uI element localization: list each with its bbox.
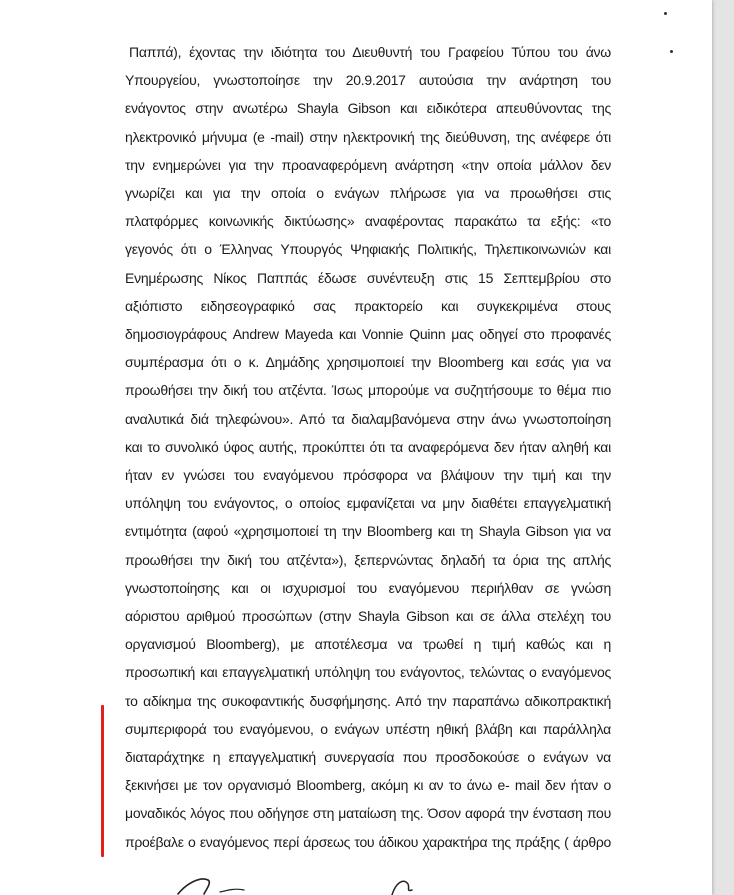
document-line: γνωρίζει και για την οποία ο ενάγων πλήρωσε για να προωθήσει στις xyxy=(125,185,611,202)
document-line: και το συνολικό ύφος αυτής, προκύπτει ότι τα αναφερόμενα δεν ήταν αληθή και xyxy=(125,438,611,455)
document-line: προέβαλε ο εναγόμενος περί άρσεως του άδικου χαρακτήρα της πράξης ( άρθρο xyxy=(125,833,611,850)
document-line: πλατφόρμες κοινωνικής δικτύωσης» αναφέροντας παρακάτω τα εξής: «το xyxy=(125,213,611,230)
document-line: προωθήσει την δική του ατζέντα. Ίσως μπορούμε να συζητήσουμε το θέμα πιο xyxy=(125,382,611,399)
document-line: ήταν εν γνώσει του εναγόμενου πρόσφορα να βλάψουν την τιμή και την xyxy=(125,467,611,484)
document-line: μοναδικός λόγος που οδήγησε στη ματαίωση της. Όσον αφορά την ένσταση που xyxy=(125,805,611,822)
document-line: αόριστου αριθμού προσώπων (στην Shayla Gibson και σε άλλα στελέχη του xyxy=(125,608,611,625)
document-line: αξιόπιστο ειδησεογραφικό σας πρακτορείο και συγκεκριμένα στους xyxy=(125,297,611,314)
document-line: ενάγοντος στην ανωτέρω Shayla Gibson και ειδικότερα απευθύνοντας της xyxy=(125,100,611,117)
document-line: Ενημέρωσης Νίκος Παππάς έδωσε συνέντευξη στις 15 Σεπτεμβρίου στο xyxy=(125,269,611,286)
scan-speck xyxy=(664,12,667,15)
document-line: προωθήσει την δική του ατζέντα»), ξεπερνώντας δηλαδή τα όρια της απλής xyxy=(125,551,611,568)
document-line: γνωστοποίησης και οι ισχυρισμοί του εναγόμενου περιήλθαν σε γνώση xyxy=(125,579,611,596)
document-line: προσωπική και επαγγελματική υπόληψη του ενάγοντος, τελώντας ο εναγόμενος xyxy=(125,664,611,681)
document-line: αναλυτικά διά τηλεφώνου». Από τα διαλαμβανόμενα στην άνω γνωστοποίηση xyxy=(125,410,611,427)
document-line: Υπουργείου, γνωστοποίησε την 20.9.2017 αυτούσια την ανάρτηση του xyxy=(125,72,611,89)
margin-highlight-mark xyxy=(101,705,104,857)
document-line: ηλεκτρονικό μήνυμα (e -mail) στην ηλεκτρονική της διεύθυνση, της ανέφερε ότι xyxy=(125,128,611,145)
body-text xyxy=(125,38,611,856)
document-line: ξεκινήσει με τον οργανισμό Bloomberg, ακόμη κι αν το άνω e- mail δεν ήταν ο xyxy=(125,777,611,794)
handwritten-signature xyxy=(160,868,460,895)
document-line: υπόληψη του ενάγοντος, ο οποίος εμφανίζεται να μην διαθέτει επαγγελματική xyxy=(125,495,611,512)
viewer-background xyxy=(714,0,734,895)
document-line: Παππά), έχοντας την ιδιότητα του Διευθυντή του Γραφείου Τύπου του άνω xyxy=(129,44,611,60)
document-line: το αδίκημα της συκοφαντικής δυσφήμησης. Από την παραπάνω αδικοπρακτική xyxy=(125,692,611,709)
document-line: γεγονός ότι ο Έλληνας Υπουργός Ψηφιακής Πολιτικής, Τηλεπικοινωνιών και xyxy=(125,241,611,258)
document-line: την ενημερώνει για την προαναφερόμενη ανάρτηση «την οποία μάλλον δεν xyxy=(125,156,611,173)
document-line: συμπεριφορά του εναγόμενου, ο ενάγων υπέστη ηθική βλάβη και παράλληλα xyxy=(125,720,611,737)
document-line: διαταράχτηκε η επαγγελματική συνεργασία που προσδοκούσε ο ενάγων να xyxy=(125,749,611,766)
document-line: εντιμότητα (αφού «χρησιμοποιεί τη την Bloomberg και τη Shayla Gibson για να xyxy=(125,523,611,540)
document-line: δημοσιογράφους Andrew Mayeda και Vonnie Quinn μας οδηγεί στο προφανές xyxy=(125,326,611,343)
document-line: συμπέρασμα ότι ο κ. Δημάδης χρησιμοποιεί την Bloomberg και εσάς για να xyxy=(125,354,611,371)
document-line: οργανισμού Bloomberg), με αποτέλεσμα να τρωθεί η τιμή καθώς και η xyxy=(125,636,611,653)
scan-speck xyxy=(670,50,673,53)
